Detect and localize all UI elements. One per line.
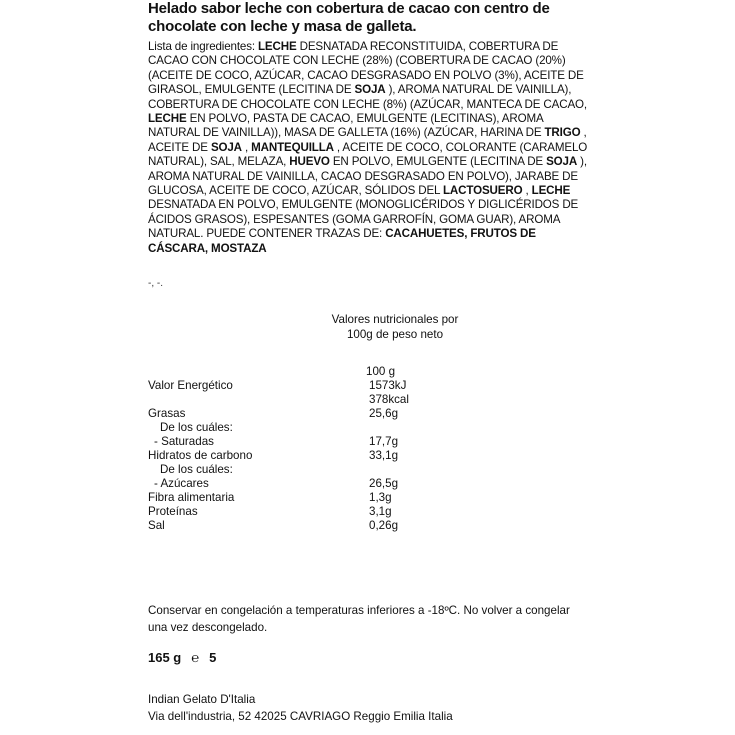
marks-text: -, -. — [148, 278, 163, 289]
net-weight-value: 165 g — [148, 650, 182, 665]
company-name: Indian Gelato D'Italia — [148, 693, 256, 706]
ingredients-list — [148, 40, 588, 256]
nutrition-value: 1,3g — [369, 491, 392, 504]
nutrition-label: Fibra alimentaria — [148, 491, 235, 504]
nutrition-label: De los cuáles: — [160, 463, 233, 476]
nutrition-value: 17,7g — [369, 435, 399, 448]
nutrition-label: Hidratos de carbono — [148, 449, 253, 462]
nutrition-value: 378kcal — [369, 393, 409, 406]
allergen-text: LECHE — [148, 112, 187, 126]
allergen-text: CACAHUETES, FRUTOS DE CÁSCARA, MOSTAZA — [148, 227, 536, 255]
nutrition-label: Sal — [148, 519, 165, 532]
nutrition-label: - Azúcares — [154, 477, 209, 490]
allergen-text: MANTEQUILLA — [251, 140, 334, 154]
unit-count: 5 — [209, 650, 217, 665]
ingredient-text: , ACEITE DE — [148, 126, 587, 154]
allergen-text: LECHE — [258, 40, 297, 53]
ingredient-text: EN POLVO, PASTA DE CACAO, EMULGENTE (LECITINAS), AROMA NATURAL DE VAINILLA)), MASA DE GALLETA (16%) (AZÚCAR, HARINA DE — [148, 112, 545, 140]
allergen-text: TRIGO — [544, 126, 581, 140]
nutrition-label: Proteínas — [148, 505, 198, 518]
ingredient-text: , — [241, 140, 252, 154]
ingredient-text: Lista de ingredientes: — [148, 40, 258, 53]
nutrition-label: De los cuáles: — [160, 421, 233, 434]
allergen-text: LACTOSUERO — [442, 184, 523, 198]
nutrition-value: 26,5g — [369, 477, 399, 490]
nutrition-label: Grasas — [148, 407, 186, 420]
ingredient-text: , ACEITE DE COCO, COLORANTE (CARAMELO NATURAL), SAL, MELAZA, — [148, 140, 588, 169]
allergen-text: SOJA — [210, 140, 242, 154]
nutrition-label: Valor Energético — [148, 379, 233, 392]
nutrition-column-header: 100 g — [366, 365, 396, 378]
ingredient-text: DESNATADA EN POLVO, EMULGENTE (MONOGLICÉRIDOS Y DIGLICÉRIDOS DE ÁCIDOS GRASOS), ESPESANTES (GOMA GARROFÍN, GOMA GUAR), AROMA NATURAL. PUEDE CONTENER TRAZAS DE: — [148, 198, 579, 241]
ingredient-text: DESNATADA RECONSTITUIDA, COBERTURA DE CACAO CON CHOCOLATE CON LECHE (28%) (COBERTURA DE CACAO (20%) (ACEITE DE COCO, AZÚCAR, CACAO DESGRASADO EN POLVO (3%), ACEITE DE GIRASOL, EMULGENTE (LECITINA DE — [148, 40, 584, 97]
nutrition-value: 25,6g — [369, 407, 399, 420]
nutrition-value: 0,26g — [369, 519, 399, 532]
allergen-text: HUEVO — [289, 155, 330, 169]
company-address: Via dell'industria, 52 42025 CAVRIAGO Reggio Emilia Italia — [148, 710, 453, 723]
nutrition-label: - Saturadas — [154, 435, 214, 448]
ingredient-text: ), AROMA NATURAL DE VAINILLA, CACAO DESGRASADO EN POLVO), JARABE DE GLUCOSA, ACEITE DE COCO, AZÚCAR, SÓLIDOS DEL — [148, 155, 587, 198]
ingredient-text: , — [522, 184, 532, 198]
nutrition-header-line2: 100g de peso neto — [346, 328, 444, 341]
estimated-sign-icon: ℮ — [191, 650, 200, 665]
ingredient-text: ), AROMA NATURAL DE VAINILLA), COBERTURA DE CHOCOLATE CON LECHE (8%) (AZÚCAR, MANTECA DE CACAO, — [148, 83, 587, 111]
nutrition-value: 33,1g — [369, 449, 399, 462]
product-title: Helado sabor leche con cobertura de cacao con centro de chocolate con leche y masa de galleta. — [148, 0, 550, 35]
nutrition-value: 3,1g — [369, 505, 392, 518]
ingredient-text: EN POLVO, EMULGENTE (LECITINA DE — [329, 155, 547, 169]
allergen-text: SOJA — [354, 83, 386, 97]
storage-instructions: Conservar en congelación a temperaturas inferiores a -18ºC. No volver a congelar una vez descongelado. — [148, 604, 570, 634]
nutrition-header — [320, 312, 470, 342]
nutrition-value: 1573kJ — [369, 379, 407, 392]
net-weight — [148, 650, 226, 665]
company-info — [148, 691, 453, 725]
allergen-text: LECHE — [531, 184, 571, 198]
allergen-text: SOJA — [546, 155, 578, 169]
nutrition-header-line1: Valores nutricionales por — [331, 313, 459, 326]
